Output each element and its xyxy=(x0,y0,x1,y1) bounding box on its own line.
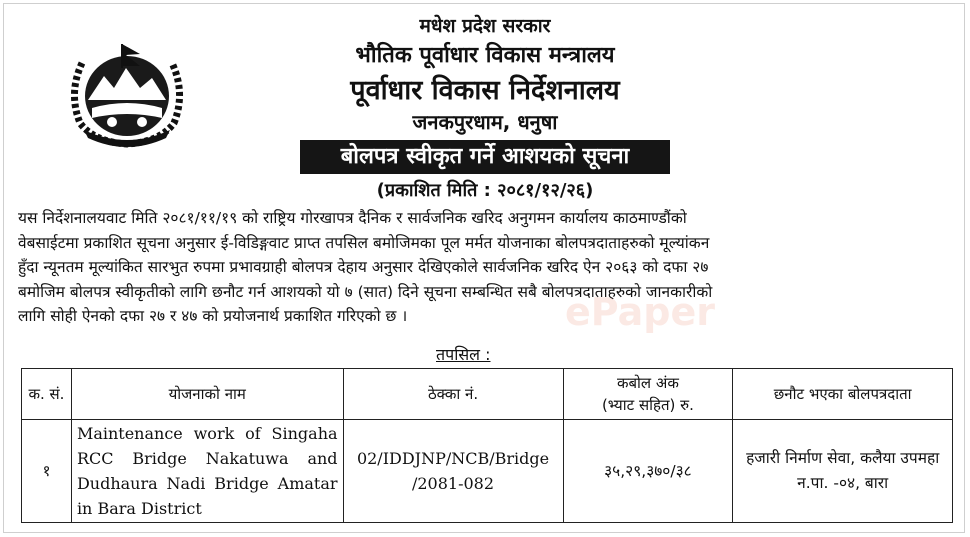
bid-table xyxy=(21,368,953,523)
header-bid-amount-line2: (भ्याट सहित) रु. xyxy=(601,396,694,414)
notice-body-line: वेबसाईटमा प्रकाशित सूचना अनुसार ई-विडिङ्गवाट प्राप्त तपसिल बमोजिमका पूल मर्मत योजनाका बोलपत्रदाताहरुको मूल्यांकन xyxy=(18,233,710,252)
cell-bid-amount: ३५,२९,३७०/३८ xyxy=(563,420,733,523)
cell-selected-bidder: हजारी निर्माण सेवा, कलैया उपमहा न.पा. -०४, बारा xyxy=(733,420,953,523)
header-project-name: योजनाको नाम xyxy=(71,369,343,420)
header-contract-no: ठेक्का नं. xyxy=(343,369,563,420)
header-ministry: भौतिक पूर्वाधार विकास मन्त्रालय xyxy=(355,43,615,68)
header-location: जनकपुरधाम, धनुषा xyxy=(412,110,558,134)
cell-contract-no: 02/IDDJNP/NCB/Bridge /2081-082 xyxy=(343,420,563,523)
header-directorate: पूर्वाधार विकास निर्देशनालय xyxy=(350,75,620,106)
table-row xyxy=(22,420,953,523)
cell-sn: १ xyxy=(22,420,72,523)
notice-body-line: लागि सोही ऐनको दफा २७ र ४७ को प्रयोजनार्थ प्रकाशित गरिएको छ । xyxy=(18,307,408,325)
notice-body-line: यस निर्देशनालयवाट मिति २०८१/११/१९ को राष्ट्रिय गोरखापत्र दैनिक र सार्वजनिक खरिद अनुगमन कार्यालय काठमाण्डौंको xyxy=(18,209,687,227)
header-province: मधेश प्रदेश सरकार xyxy=(419,15,551,37)
notice-body xyxy=(18,206,953,329)
header-sn: क. सं. xyxy=(22,369,72,420)
watermark: ePaper xyxy=(565,290,715,334)
details-label: तपसिल : xyxy=(436,345,491,364)
table-header-row xyxy=(22,369,953,420)
notice-title: बोलपत्र स्वीकृत गर्ने आशयको सूचना xyxy=(300,140,670,174)
notice-body-line: हुँदा न्यूनतम मूल्यांकित सारभुत रुपमा प्रभावग्राही बोलपत्र देहाय अनुसार देखिएकोले सार्वजनिक खरिद ऐन २०६३ को दफा २७ xyxy=(18,258,709,276)
notice-body-line: बमोजिम बोलपत्र स्वीकृतीको लागि छनौट गर्न आशयको यो ७ (सात) दिने सूचना सम्बन्धित सबै बोलपत्रदाताहरुको जानकारीको xyxy=(18,282,713,301)
cell-project-name: Maintenance work of Singaha RCC Bridge Nakatuwa and Dudhaura Nadi Bridge Amatar in Bara District xyxy=(71,420,343,523)
published-date: (प्रकाशित मिति : २०८१/१२/२६) xyxy=(376,180,594,201)
header-bid-amount xyxy=(563,369,733,420)
header-selected-bidder: छनौट भएका बोलपत्रदाता xyxy=(733,369,953,420)
header-bid-amount-line1: कबोल अंक xyxy=(616,374,679,392)
